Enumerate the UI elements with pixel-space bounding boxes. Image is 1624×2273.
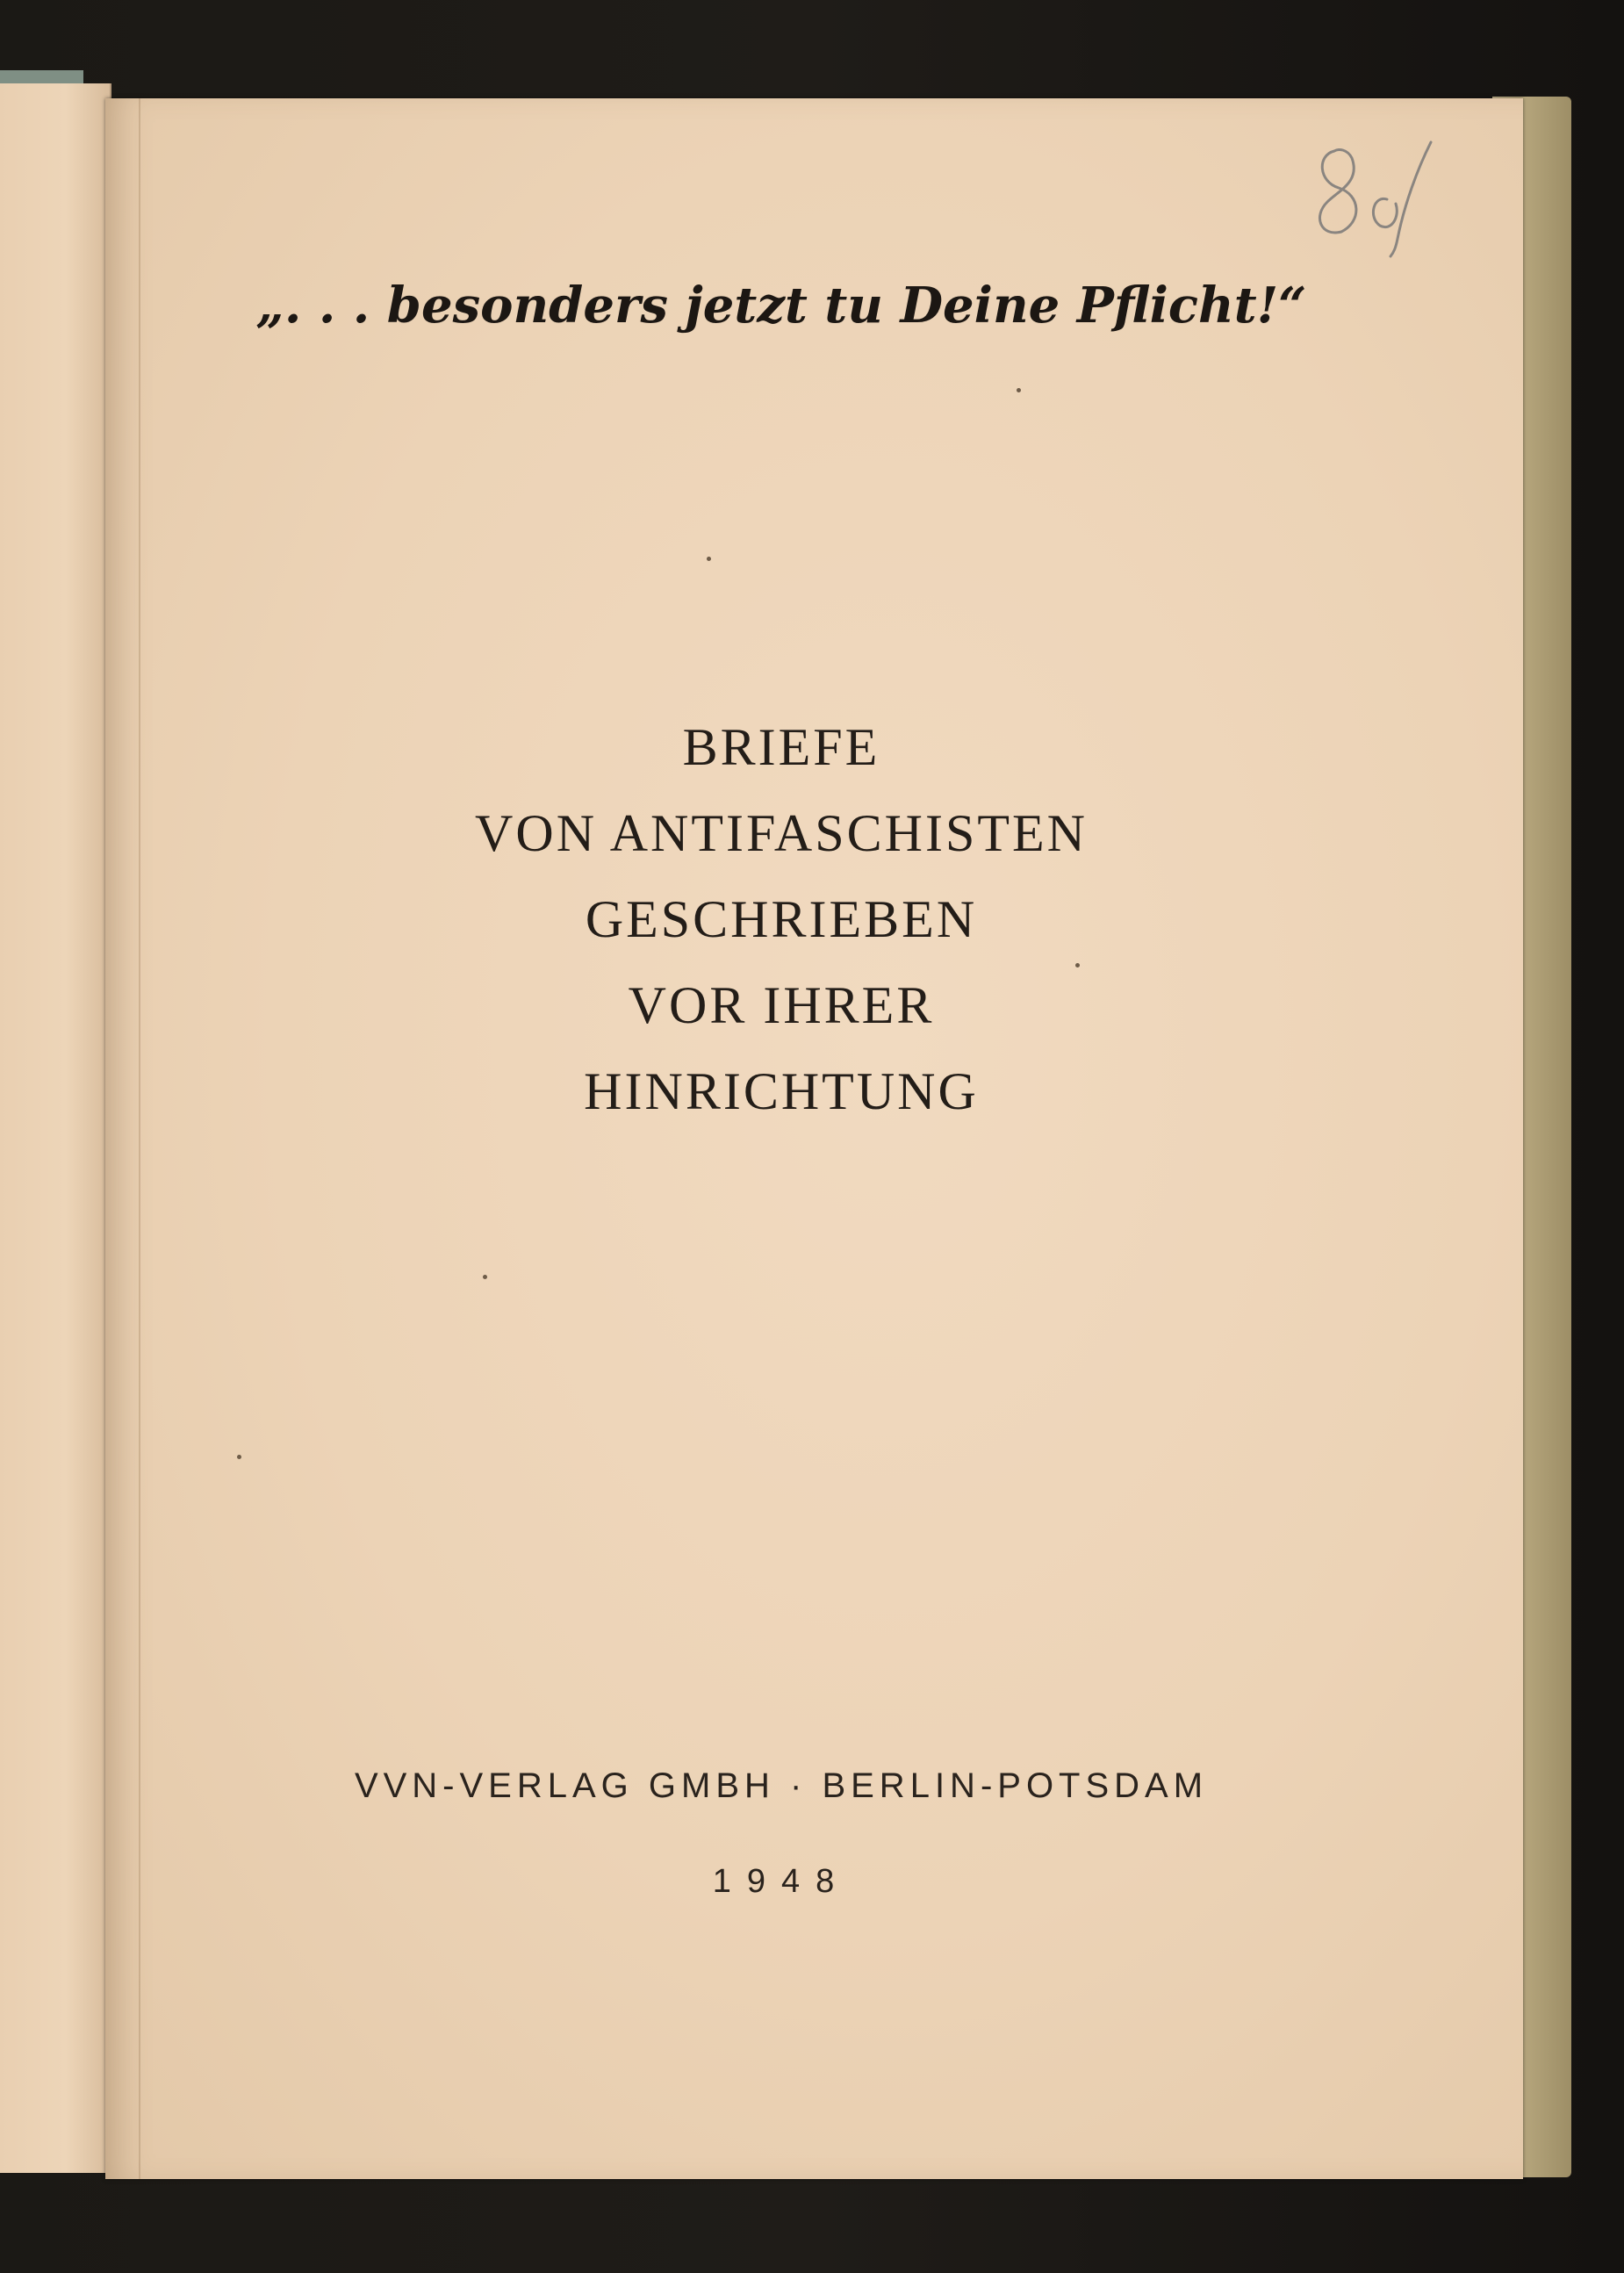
paper-speck (1017, 388, 1021, 392)
paper-speck (1075, 963, 1080, 967)
paper-speck (707, 557, 711, 561)
epigraph: „. . . besonders jetzt tu Deine Pflicht!“ (255, 277, 1307, 334)
publication-year: 1948 (712, 1863, 851, 1900)
publisher-imprint: VVN-VERLAG GMBH · BERLIN-POTSDAM (354, 1766, 1209, 1805)
title-line: GESCHRIEBEN (585, 890, 978, 948)
title-line: HINRICHTUNG (584, 1062, 979, 1120)
title-line: VON ANTIFASCHISTEN (475, 804, 1088, 862)
title-line: BRIEFE (682, 718, 880, 776)
paper-speck (483, 1275, 487, 1279)
paper-speck (237, 1455, 241, 1459)
book-title (105, 704, 1457, 1134)
pencil-annotation (1299, 133, 1448, 274)
title-page (105, 98, 1523, 2179)
left-page-edge (0, 83, 111, 2173)
title-line: VOR IHRER (628, 976, 935, 1034)
